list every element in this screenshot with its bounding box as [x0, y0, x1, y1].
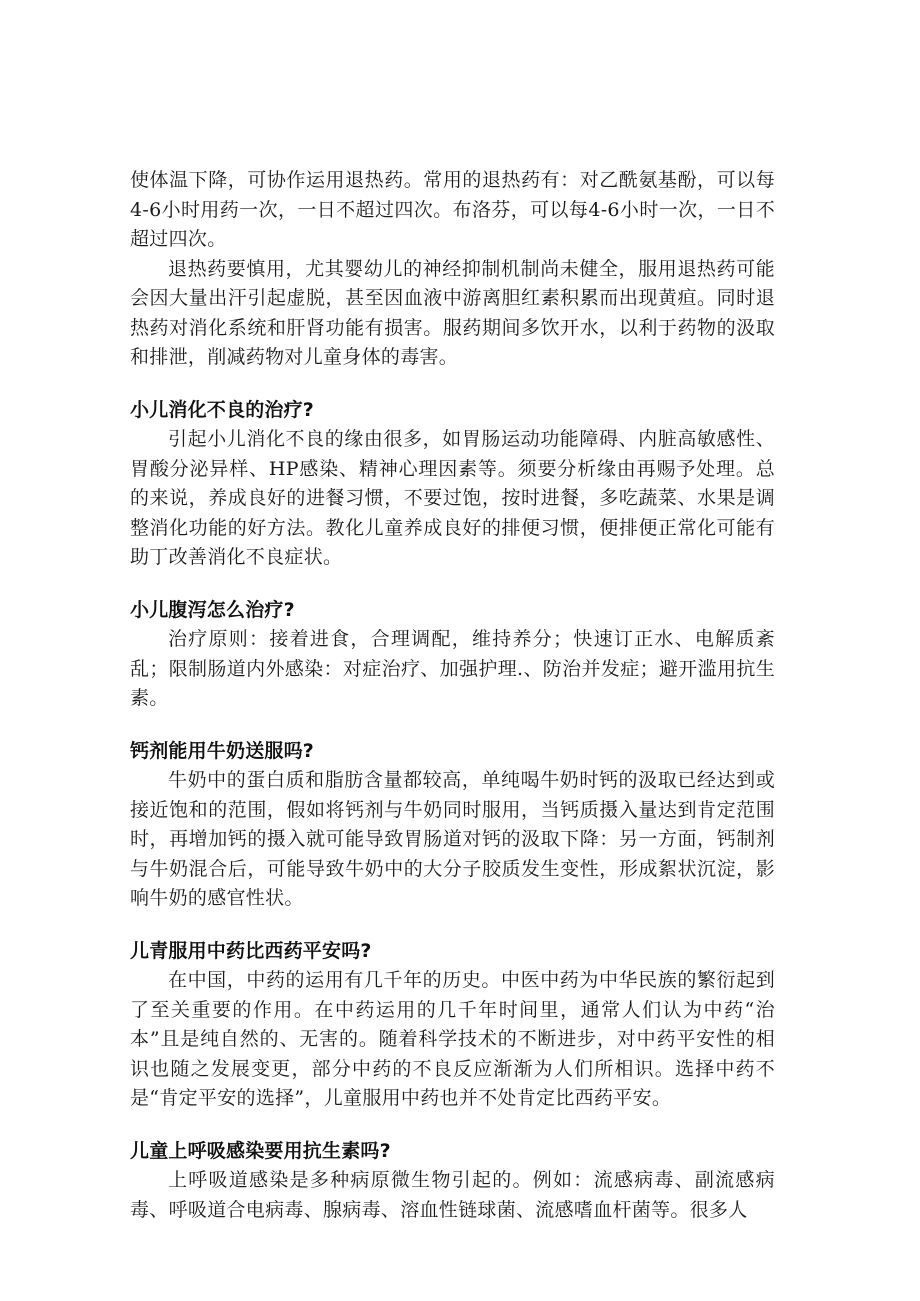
- section-heading: 儿童上呼吸感染要用抗生素吗?: [130, 1139, 391, 1162]
- section-heading: 钙剂能用牛奶送服吗?: [130, 739, 315, 762]
- section-body: 在中国，中药的运用有几千年的历史。中医中药为中华民族的繁衍起到了至关重要的作用。在中药运用的几千年时间里，通常人们认为中药“治本”且是纯自然的、无害的。随着科学技术的不断进步，对中药平安性的相识也随之发展变更，部分中药的不良反应渐渐为人们所相识。选择中药不是“肯定平安的选择”，儿童服用中药也并不处肯定比西药平安。: [130, 969, 775, 1109]
- section-body: 引起小儿消化不良的缘由很多，如胃肠运动功能障碍、内脏高敏感性、胃酸分泌异样、HP感染、精神心理因素等。须要分析缘由再赐予处理。总的来说，养成良好的进餐习惯，不要过饱，按时进餐，多吃蔬菜、水果是调整消化功能的好方法。教化儿童养成良好的排便习惯，便排便正常化可能有助丁改善消化不良症状。: [130, 428, 775, 568]
- section-heading: 儿青服用中药比西药平安吗?: [130, 939, 372, 962]
- section-heading: 小儿消化不良的治疗?: [130, 398, 315, 421]
- section-body: 治疗原则：接着进食，合理调配，维持养分；快速订正水、电解质紊乱；限制肠道内外感染：对症治疗、加强护理.、防治并发症；避开滥用抗生素。: [130, 628, 775, 709]
- section-body: 上呼吸道感染是多种病原微生物引起的。例如：流感病毒、副流感病毒、呼吸道合电病毒、腺病毒、溶血性链球菌、流感嗜血杆菌等。很多人: [130, 1169, 775, 1221]
- intro-paragraph-1: 使体温下降，可协作运用退热药。常用的退热药有：对乙酰氨基酚，可以每4-6小时用药一次，一日不超过四次。布洛芬，可以每4-6小时一次，一日不超过四次。: [130, 169, 775, 250]
- section-respiratory-infection: [130, 1137, 775, 1226]
- section-chinese-medicine: [130, 937, 775, 1114]
- section-body: 牛奶中的蛋白质和脂肪含量都较高，单纯喝牛奶时钙的汲取已经达到或接近饱和的范围，假如将钙剂与牛奶同时服用，当钙质摄入量达到肯定范围时，再增加钙的摄入就可能导致胃肠道对钙的汲取下降：另一方面，钙制剂与牛奶混合后，可能导致牛奶中的大分子胶质发生变性，形成絮状沉淀，影响牛奶的感官性状。: [130, 769, 775, 909]
- document-page: [130, 166, 775, 1225]
- section-diarrhea: [130, 596, 775, 714]
- intro-paragraph-2: 退热药要慎用，尤其婴幼儿的神经抑制机制尚未健全，服用退热药可能会因大量出汗引起虚脱，甚至因血液中游离胆红素积累而出现黄疸。同时退热药对消化系统和肝肾功能有损害。服药期间多饮开水，以利于药物的汲取和排泄，削减药物对儿童身体的毒害。: [130, 257, 775, 368]
- section-heading: 小儿腹泻怎么治疗?: [130, 598, 295, 621]
- section-indigestion: [130, 396, 775, 573]
- section-calcium-milk: [130, 737, 775, 914]
